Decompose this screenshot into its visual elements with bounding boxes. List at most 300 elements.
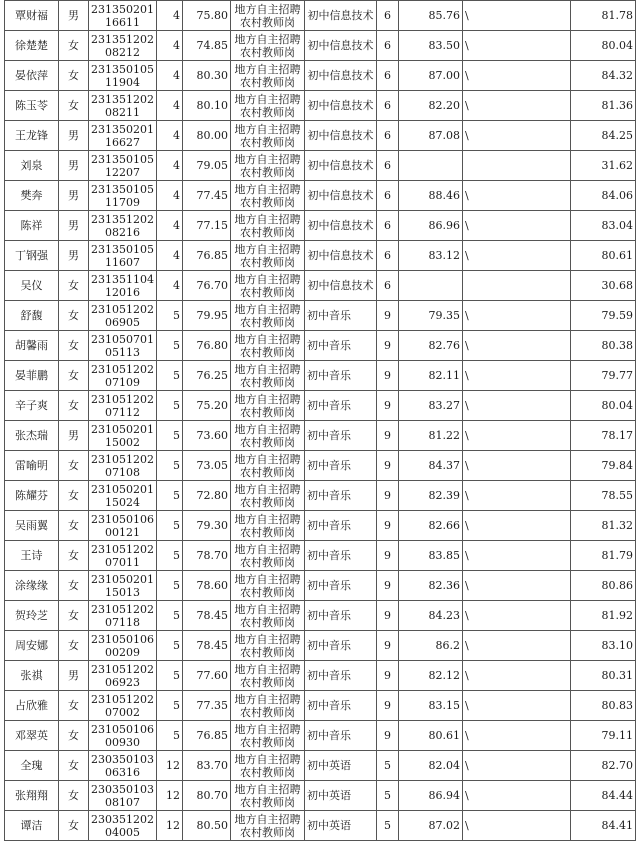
note-mark-cell: \ [463, 361, 571, 391]
exam-number-cell: 23135010511709 [89, 181, 157, 211]
exam-number-cell: 23035010308107 [89, 781, 157, 811]
written-score-cell: 80.10 [183, 91, 231, 121]
written-score-cell: 77.45 [183, 181, 231, 211]
group-code-cell: 5 [157, 481, 183, 511]
candidate-name-cell: 覃财福 [5, 1, 59, 31]
gender-cell: 女 [59, 91, 89, 121]
position-name-cell: 地方自主招聘农村教师岗 [231, 31, 305, 61]
quota-cell: 9 [377, 301, 399, 331]
note-mark-cell: \ [463, 31, 571, 61]
interview-score-cell: 84.37 [399, 451, 463, 481]
exam-number-cell: 23105120207109 [89, 361, 157, 391]
interview-score-cell: 83.85 [399, 541, 463, 571]
candidate-name-cell: 张杰瑞 [5, 421, 59, 451]
quota-cell: 9 [377, 691, 399, 721]
position-name-cell: 地方自主招聘农村教师岗 [231, 601, 305, 631]
table-row [5, 1, 636, 31]
group-code-cell: 5 [157, 331, 183, 361]
exam-number-cell: 23135120208212 [89, 31, 157, 61]
table-row [5, 511, 636, 541]
group-code-cell: 12 [157, 811, 183, 841]
note-mark-cell: \ [463, 331, 571, 361]
written-score-cell: 80.00 [183, 121, 231, 151]
position-name-cell: 地方自主招聘农村教师岗 [231, 691, 305, 721]
candidate-name-cell: 陈耀芬 [5, 481, 59, 511]
subject-name-cell: 初中音乐 [305, 421, 377, 451]
quota-cell: 9 [377, 331, 399, 361]
candidate-name-cell: 占欣雅 [5, 691, 59, 721]
interview-score-cell: 81.22 [399, 421, 463, 451]
gender-cell: 男 [59, 661, 89, 691]
subject-name-cell: 初中英语 [305, 811, 377, 841]
position-name-cell: 地方自主招聘农村教师岗 [231, 481, 305, 511]
written-score-cell: 73.60 [183, 421, 231, 451]
table-row [5, 571, 636, 601]
group-code-cell: 5 [157, 421, 183, 451]
group-code-cell: 5 [157, 451, 183, 481]
candidate-name-cell: 张祺 [5, 661, 59, 691]
table-row [5, 391, 636, 421]
candidate-name-cell: 樊奔 [5, 181, 59, 211]
position-name-cell: 地方自主招聘农村教师岗 [231, 331, 305, 361]
quota-cell: 5 [377, 781, 399, 811]
note-mark-cell: \ [463, 721, 571, 751]
quota-cell: 6 [377, 151, 399, 181]
note-mark-cell: \ [463, 661, 571, 691]
candidate-name-cell: 周安娜 [5, 631, 59, 661]
group-code-cell: 4 [157, 241, 183, 271]
group-code-cell: 5 [157, 391, 183, 421]
interview-score-cell: 82.20 [399, 91, 463, 121]
subject-name-cell: 初中音乐 [305, 511, 377, 541]
table-body [5, 1, 636, 841]
note-mark-cell: \ [463, 421, 571, 451]
total-score-cell: 31.62 [571, 151, 636, 181]
table-row [5, 331, 636, 361]
group-code-cell: 4 [157, 271, 183, 301]
group-code-cell: 5 [157, 631, 183, 661]
interview-score-cell [399, 271, 463, 301]
note-mark-cell: \ [463, 211, 571, 241]
table-row [5, 271, 636, 301]
candidate-name-cell: 胡馨雨 [5, 331, 59, 361]
candidate-name-cell: 徐楚楚 [5, 31, 59, 61]
table-row [5, 811, 636, 841]
total-score-cell: 84.32 [571, 61, 636, 91]
total-score-cell: 80.86 [571, 571, 636, 601]
note-mark-cell: \ [463, 121, 571, 151]
note-mark-cell [463, 151, 571, 181]
subject-name-cell: 初中信息技术 [305, 241, 377, 271]
candidate-name-cell: 辛子爽 [5, 391, 59, 421]
group-code-cell: 5 [157, 571, 183, 601]
position-name-cell: 地方自主招聘农村教师岗 [231, 241, 305, 271]
group-code-cell: 4 [157, 151, 183, 181]
candidate-name-cell: 邓翠英 [5, 721, 59, 751]
written-score-cell: 75.80 [183, 1, 231, 31]
candidate-name-cell: 晏依萍 [5, 61, 59, 91]
gender-cell: 女 [59, 481, 89, 511]
gender-cell: 女 [59, 811, 89, 841]
exam-number-cell: 23105020115024 [89, 481, 157, 511]
exam-number-cell: 23135020116611 [89, 1, 157, 31]
position-name-cell: 地方自主招聘农村教师岗 [231, 271, 305, 301]
exam-number-cell: 23135010511904 [89, 61, 157, 91]
total-score-cell: 80.38 [571, 331, 636, 361]
table-row [5, 121, 636, 151]
written-score-cell: 75.20 [183, 391, 231, 421]
interview-score-cell [399, 151, 463, 181]
gender-cell: 男 [59, 241, 89, 271]
written-score-cell: 78.45 [183, 631, 231, 661]
written-score-cell: 78.45 [183, 601, 231, 631]
group-code-cell: 4 [157, 1, 183, 31]
interview-score-cell: 87.02 [399, 811, 463, 841]
exam-number-cell: 23105070105113 [89, 331, 157, 361]
note-mark-cell: \ [463, 1, 571, 31]
note-mark-cell: \ [463, 181, 571, 211]
total-score-cell: 81.78 [571, 1, 636, 31]
gender-cell: 女 [59, 451, 89, 481]
gender-cell: 女 [59, 511, 89, 541]
quota-cell: 6 [377, 181, 399, 211]
position-name-cell: 地方自主招聘农村教师岗 [231, 211, 305, 241]
gender-cell: 男 [59, 181, 89, 211]
note-mark-cell: \ [463, 571, 571, 601]
exam-number-cell: 23135120208211 [89, 91, 157, 121]
note-mark-cell: \ [463, 391, 571, 421]
group-code-cell: 5 [157, 301, 183, 331]
gender-cell: 女 [59, 541, 89, 571]
subject-name-cell: 初中信息技术 [305, 121, 377, 151]
subject-name-cell: 初中信息技术 [305, 151, 377, 181]
gender-cell: 女 [59, 271, 89, 301]
total-score-cell: 82.70 [571, 751, 636, 781]
interview-score-cell: 87.08 [399, 121, 463, 151]
written-score-cell: 83.70 [183, 751, 231, 781]
position-name-cell: 地方自主招聘农村教师岗 [231, 61, 305, 91]
exam-number-cell: 23035120204005 [89, 811, 157, 841]
written-score-cell: 72.80 [183, 481, 231, 511]
candidate-name-cell: 全瑰 [5, 751, 59, 781]
note-mark-cell: \ [463, 751, 571, 781]
quota-cell: 9 [377, 421, 399, 451]
quota-cell: 6 [377, 121, 399, 151]
quota-cell: 9 [377, 661, 399, 691]
total-score-cell: 80.04 [571, 391, 636, 421]
group-code-cell: 5 [157, 691, 183, 721]
table-row [5, 691, 636, 721]
note-mark-cell: \ [463, 511, 571, 541]
gender-cell: 女 [59, 631, 89, 661]
subject-name-cell: 初中信息技术 [305, 181, 377, 211]
quota-cell: 9 [377, 511, 399, 541]
quota-cell: 5 [377, 811, 399, 841]
candidate-name-cell: 张翔翔 [5, 781, 59, 811]
exam-number-cell: 23135110412016 [89, 271, 157, 301]
exam-number-cell: 23105120207108 [89, 451, 157, 481]
group-code-cell: 4 [157, 211, 183, 241]
gender-cell: 女 [59, 751, 89, 781]
quota-cell: 6 [377, 31, 399, 61]
exam-number-cell: 23135120208216 [89, 211, 157, 241]
gender-cell: 女 [59, 361, 89, 391]
exam-number-cell: 23135010512207 [89, 151, 157, 181]
candidate-name-cell: 陈祥 [5, 211, 59, 241]
quota-cell: 6 [377, 91, 399, 121]
candidate-name-cell: 舒馥 [5, 301, 59, 331]
written-score-cell: 76.85 [183, 241, 231, 271]
exam-number-cell: 23105120207118 [89, 601, 157, 631]
written-score-cell: 77.15 [183, 211, 231, 241]
written-score-cell: 77.35 [183, 691, 231, 721]
position-name-cell: 地方自主招聘农村教师岗 [231, 811, 305, 841]
total-score-cell: 81.32 [571, 511, 636, 541]
total-score-cell: 81.36 [571, 91, 636, 121]
written-score-cell: 76.70 [183, 271, 231, 301]
table-row [5, 61, 636, 91]
gender-cell: 男 [59, 211, 89, 241]
position-name-cell: 地方自主招聘农村教师岗 [231, 511, 305, 541]
table-row [5, 751, 636, 781]
written-score-cell: 74.85 [183, 31, 231, 61]
group-code-cell: 5 [157, 601, 183, 631]
note-mark-cell: \ [463, 601, 571, 631]
note-mark-cell: \ [463, 481, 571, 511]
subject-name-cell: 初中音乐 [305, 331, 377, 361]
subject-name-cell: 初中音乐 [305, 661, 377, 691]
note-mark-cell: \ [463, 451, 571, 481]
candidate-name-cell: 雷喻明 [5, 451, 59, 481]
candidate-name-cell: 吴雨翼 [5, 511, 59, 541]
gender-cell: 男 [59, 121, 89, 151]
group-code-cell: 12 [157, 781, 183, 811]
group-code-cell: 5 [157, 721, 183, 751]
exam-number-cell: 23035010306316 [89, 751, 157, 781]
interview-score-cell: 86.96 [399, 211, 463, 241]
gender-cell: 女 [59, 781, 89, 811]
total-score-cell: 84.44 [571, 781, 636, 811]
table-row [5, 721, 636, 751]
exam-number-cell: 23105010600121 [89, 511, 157, 541]
note-mark-cell: \ [463, 241, 571, 271]
note-mark-cell: \ [463, 691, 571, 721]
written-score-cell: 79.05 [183, 151, 231, 181]
candidate-name-cell: 陈玉苓 [5, 91, 59, 121]
group-code-cell: 4 [157, 121, 183, 151]
candidate-name-cell: 贺玲芝 [5, 601, 59, 631]
interview-score-cell: 86.2 [399, 631, 463, 661]
table-row [5, 541, 636, 571]
subject-name-cell: 初中音乐 [305, 361, 377, 391]
table-row [5, 451, 636, 481]
exam-number-cell: 23105010600930 [89, 721, 157, 751]
total-score-cell: 84.06 [571, 181, 636, 211]
quota-cell: 9 [377, 391, 399, 421]
exam-number-cell: 23105120206905 [89, 301, 157, 331]
total-score-cell: 30.68 [571, 271, 636, 301]
subject-name-cell: 初中音乐 [305, 391, 377, 421]
written-score-cell: 76.25 [183, 361, 231, 391]
position-name-cell: 地方自主招聘农村教师岗 [231, 1, 305, 31]
note-mark-cell: \ [463, 301, 571, 331]
position-name-cell: 地方自主招聘农村教师岗 [231, 181, 305, 211]
exam-number-cell: 23105010600209 [89, 631, 157, 661]
gender-cell: 女 [59, 61, 89, 91]
interview-score-cell: 82.04 [399, 751, 463, 781]
subject-name-cell: 初中音乐 [305, 691, 377, 721]
interview-score-cell: 86.94 [399, 781, 463, 811]
table-row [5, 211, 636, 241]
interview-score-cell: 82.11 [399, 361, 463, 391]
gender-cell: 男 [59, 1, 89, 31]
table-row [5, 481, 636, 511]
table-row [5, 601, 636, 631]
note-mark-cell: \ [463, 631, 571, 661]
quota-cell: 6 [377, 1, 399, 31]
table-row [5, 361, 636, 391]
candidate-name-cell: 晏菲鹏 [5, 361, 59, 391]
table-row [5, 181, 636, 211]
position-name-cell: 地方自主招聘农村教师岗 [231, 661, 305, 691]
quota-cell: 9 [377, 481, 399, 511]
total-score-cell: 79.59 [571, 301, 636, 331]
gender-cell: 男 [59, 151, 89, 181]
note-mark-cell: \ [463, 91, 571, 121]
interview-score-cell: 83.27 [399, 391, 463, 421]
total-score-cell: 80.83 [571, 691, 636, 721]
table-row [5, 301, 636, 331]
table-row [5, 241, 636, 271]
total-score-cell: 81.92 [571, 601, 636, 631]
subject-name-cell: 初中音乐 [305, 721, 377, 751]
total-score-cell: 80.04 [571, 31, 636, 61]
table-row [5, 31, 636, 61]
position-name-cell: 地方自主招聘农村教师岗 [231, 391, 305, 421]
exam-number-cell: 23135010511607 [89, 241, 157, 271]
position-name-cell: 地方自主招聘农村教师岗 [231, 301, 305, 331]
total-score-cell: 81.79 [571, 541, 636, 571]
candidate-name-cell: 涂缘缘 [5, 571, 59, 601]
quota-cell: 9 [377, 451, 399, 481]
written-score-cell: 79.30 [183, 511, 231, 541]
gender-cell: 女 [59, 601, 89, 631]
quota-cell: 6 [377, 241, 399, 271]
note-mark-cell: \ [463, 781, 571, 811]
candidate-name-cell: 刘泉 [5, 151, 59, 181]
interview-score-cell: 83.12 [399, 241, 463, 271]
position-name-cell: 地方自主招聘农村教师岗 [231, 421, 305, 451]
subject-name-cell: 初中音乐 [305, 571, 377, 601]
position-name-cell: 地方自主招聘农村教师岗 [231, 751, 305, 781]
quota-cell: 6 [377, 211, 399, 241]
interview-score-cell: 82.39 [399, 481, 463, 511]
subject-name-cell: 初中信息技术 [305, 31, 377, 61]
written-score-cell: 78.70 [183, 541, 231, 571]
group-code-cell: 4 [157, 31, 183, 61]
total-score-cell: 79.84 [571, 451, 636, 481]
table-row [5, 151, 636, 181]
results-table [4, 0, 636, 841]
interview-score-cell: 88.46 [399, 181, 463, 211]
subject-name-cell: 初中音乐 [305, 301, 377, 331]
total-score-cell: 84.41 [571, 811, 636, 841]
quota-cell: 9 [377, 721, 399, 751]
exam-number-cell: 23105120207011 [89, 541, 157, 571]
quota-cell: 9 [377, 601, 399, 631]
written-score-cell: 73.05 [183, 451, 231, 481]
subject-name-cell: 初中英语 [305, 781, 377, 811]
position-name-cell: 地方自主招聘农村教师岗 [231, 91, 305, 121]
position-name-cell: 地方自主招聘农村教师岗 [231, 631, 305, 661]
written-score-cell: 80.70 [183, 781, 231, 811]
group-code-cell: 12 [157, 751, 183, 781]
written-score-cell: 76.85 [183, 721, 231, 751]
subject-name-cell: 初中信息技术 [305, 211, 377, 241]
table-row [5, 421, 636, 451]
total-score-cell: 78.17 [571, 421, 636, 451]
candidate-name-cell: 吴仪 [5, 271, 59, 301]
total-score-cell: 83.10 [571, 631, 636, 661]
quota-cell: 5 [377, 751, 399, 781]
subject-name-cell: 初中音乐 [305, 481, 377, 511]
interview-score-cell: 83.50 [399, 31, 463, 61]
group-code-cell: 4 [157, 181, 183, 211]
quota-cell: 6 [377, 271, 399, 301]
interview-score-cell: 84.23 [399, 601, 463, 631]
interview-score-cell: 82.12 [399, 661, 463, 691]
note-mark-cell [463, 271, 571, 301]
position-name-cell: 地方自主招聘农村教师岗 [231, 781, 305, 811]
interview-score-cell: 80.61 [399, 721, 463, 751]
table-row [5, 781, 636, 811]
total-score-cell: 79.77 [571, 361, 636, 391]
position-name-cell: 地方自主招聘农村教师岗 [231, 541, 305, 571]
total-score-cell: 83.04 [571, 211, 636, 241]
position-name-cell: 地方自主招聘农村教师岗 [231, 151, 305, 181]
gender-cell: 女 [59, 301, 89, 331]
quota-cell: 9 [377, 361, 399, 391]
interview-score-cell: 87.00 [399, 61, 463, 91]
total-score-cell: 84.25 [571, 121, 636, 151]
subject-name-cell: 初中音乐 [305, 631, 377, 661]
total-score-cell: 78.55 [571, 481, 636, 511]
total-score-cell: 79.11 [571, 721, 636, 751]
interview-score-cell: 85.76 [399, 1, 463, 31]
subject-name-cell: 初中音乐 [305, 601, 377, 631]
gender-cell: 女 [59, 571, 89, 601]
subject-name-cell: 初中信息技术 [305, 1, 377, 31]
written-score-cell: 78.60 [183, 571, 231, 601]
quota-cell: 6 [377, 61, 399, 91]
candidate-name-cell: 王龙锋 [5, 121, 59, 151]
gender-cell: 女 [59, 331, 89, 361]
exam-number-cell: 23105120207112 [89, 391, 157, 421]
candidate-name-cell: 王诗 [5, 541, 59, 571]
exam-number-cell: 23135020116627 [89, 121, 157, 151]
gender-cell: 女 [59, 31, 89, 61]
group-code-cell: 5 [157, 361, 183, 391]
written-score-cell: 80.50 [183, 811, 231, 841]
gender-cell: 女 [59, 391, 89, 421]
quota-cell: 9 [377, 541, 399, 571]
gender-cell: 男 [59, 421, 89, 451]
position-name-cell: 地方自主招聘农村教师岗 [231, 361, 305, 391]
position-name-cell: 地方自主招聘农村教师岗 [231, 571, 305, 601]
table-row [5, 631, 636, 661]
table-row [5, 91, 636, 121]
subject-name-cell: 初中英语 [305, 751, 377, 781]
